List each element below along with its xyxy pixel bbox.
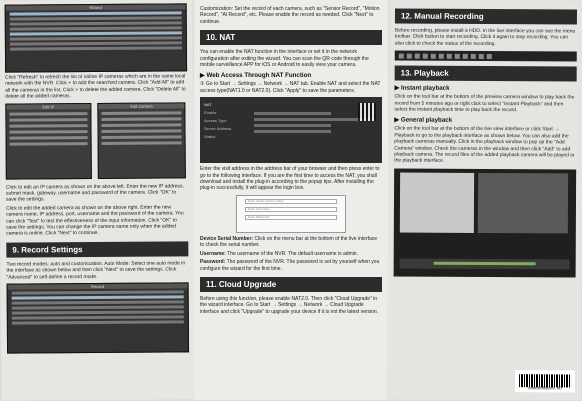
edit-paragraph: Click to edit an IP camera as shown on the above left. Enter the new IP address, subnet mask, gateway, username and password of the camera. Click "OK" to save the settings. — [5, 183, 184, 204]
serial-field[interactable]: Enter device serial number — [245, 199, 337, 204]
live-toolbar-screenshot — [395, 51, 577, 62]
nat-label-1: Enable — [204, 110, 217, 116]
nat-label-2: Access Type — [204, 118, 227, 124]
add-camera-title: Add Camera — [98, 103, 184, 109]
manual-page-right — [387, 0, 582, 401]
visit-paragraph: Enter the visit address in the address bar of your browser and then press enter to go to the following interface. If you are the first time to access the NAT, you shall download and install the plug-in according to the popup tips. After installing the plug-in successfully, it will appear the login box. — [200, 166, 380, 192]
toolbar-icon — [447, 54, 452, 59]
playback-video-left — [400, 172, 474, 232]
playback-video-right — [478, 173, 568, 233]
nat-paragraph: You can enable the NAT function in the interface or set it in the network configuration after exiting the wizard. You can scan the QR code through the mobile surveillance APP for iOS or Android to easily view your camera. — [200, 49, 369, 69]
toolbar-icon — [399, 53, 404, 58]
toolbar-icon — [423, 53, 428, 58]
nat-label-0: NAT — [204, 102, 212, 108]
wizard-screenshot — [5, 3, 187, 72]
toolbar-icon — [479, 54, 484, 59]
general-playback-subheading: ▶ General playback — [394, 116, 453, 125]
nat-label-4: Status — [204, 134, 216, 140]
toolbar-icon — [431, 53, 436, 58]
refresh-paragraph: Click "Refresh" to refresh the list of online IP cameras which are in the same local network with the NVR. Click + to add the searched camera. Click "Add All" to add all the cameras in the list. Click × to delete the added camera. Click "Delete All" to delete all the added cameras. — [5, 73, 186, 100]
manual-page-middle — [194, 0, 388, 400]
section-manual-recording-heading: 12. Manual Recording — [395, 9, 577, 25]
serial-paragraph: Device Serial Number: Click on the menu bar at the bottom of the live interface to check the serial number. — [200, 235, 378, 249]
barcode-number: 8900X0000X8.AD — [528, 387, 562, 392]
toolbar-icon — [407, 53, 412, 58]
nat-qr-code — [358, 103, 376, 121]
section-nat-heading: 10. NAT — [200, 30, 382, 45]
instant-playback-subheading: ▶ Instant playback — [394, 84, 450, 93]
username-field[interactable]: Enter Username — [245, 207, 337, 212]
toolbar-icon — [471, 54, 476, 59]
section-cloud-upgrade-heading: 11. Cloud Upgrade — [200, 277, 382, 292]
general-playback-paragraph: Click on the tool bar at the bottom of the live view interface or click Start → Playback to go to the playback interface as shown below. You can also add the playback cameras manually. Click in the playback window to pop up the "Add Camera" window. Check the cameras in the window and then click "Add" to add playback camera. The record files of the added playback camera will be played in the playback interface. — [394, 125, 575, 165]
edit-ip-title: Edit IP — [6, 104, 90, 110]
manual-paragraph: Before recording, please install a HDD. In the live interface you can see the menu toolbar. Click button to start recording. Click it again to stop recording. You can also click to check the status of the recording. — [394, 27, 576, 47]
product-barcode — [515, 370, 575, 392]
nat-login-box — [236, 195, 346, 233]
web-access-subheading: ▶ Web Access Through NAT Function — [200, 72, 312, 80]
nat-label-3: Server Address — [204, 126, 232, 132]
toolbar-icon — [487, 54, 492, 59]
section-record-settings-heading: 9. Record Settings — [6, 241, 188, 257]
playback-screenshot — [394, 168, 577, 277]
username-paragraph: Username: The username of the NVR. The default username is admin. — [200, 250, 358, 257]
toolbar-icon — [439, 53, 444, 58]
wizard-title: Wizard — [6, 4, 186, 10]
playback-timeline — [400, 258, 570, 269]
section-playback-heading: 13. Playback — [395, 66, 577, 82]
barcode-bars — [519, 374, 571, 387]
toolbar-icon — [415, 53, 420, 58]
toolbar-icon — [455, 54, 460, 59]
record-dialog-title: Record — [8, 283, 188, 289]
instant-playback-paragraph: Click on the tool bar at the bottom of the preview camera window to play back the record from 5 minutes ago or right click to select "Instant Playback" and then select the instant playback time to play back the record. — [394, 93, 575, 114]
password-paragraph: Password: The password of the NVR. The password is set by yourself when you configure the wizard for the first time. — [200, 259, 380, 272]
record-paragraph: Two record modes: auto and customization. Auto Mode: Select one auto mode in the interface as shown below and then click "Next" to save the settings. Click "Advanced" to self-define a record mode. — [6, 260, 186, 281]
add-camera-dialog — [97, 102, 186, 179]
web-access-paragraph: ① Go to Start → Settings → Network → NAT tab. Enable NAT and select the NAT access type(NAT1.0 or NAT2.0). Click "Apply" to save the parameters. — [200, 81, 381, 94]
nat-settings-screenshot — [200, 97, 382, 163]
edit-add-screenshots — [5, 102, 188, 181]
edit-ip-dialog — [5, 103, 92, 180]
password-field[interactable]: Enter Password — [245, 215, 337, 220]
manual-page-left — [0, 0, 195, 401]
add-paragraph: Click to edit the added camera as shown on the above right. Enter the new camera name, IP address, port, username and the password of the camera. You can click "Test" to test the effectiveness of the input information. Click "OK" to save the settings. You can change the IP camera name only when the added camera is online. Click "Next" to continue. — [6, 204, 184, 238]
toolbar-icon — [463, 54, 468, 59]
customization-paragraph: Customization: Set the record of each camera, such as "Sensor Record", "Motion Record", "AI Record", etc. Please enable the record as needed. Click "Next" to continue. — [200, 6, 380, 25]
record-screenshot — [7, 282, 189, 353]
cloud-paragraph: Before using this function, please enable NAT2.0. Then click "Cloud Upgrade" in the wizard interface. Go to Start → Settings → Network → Cloud Upgrade interface and click "Upgrade" to upgrade your device if it is not the latest version. — [200, 295, 379, 315]
